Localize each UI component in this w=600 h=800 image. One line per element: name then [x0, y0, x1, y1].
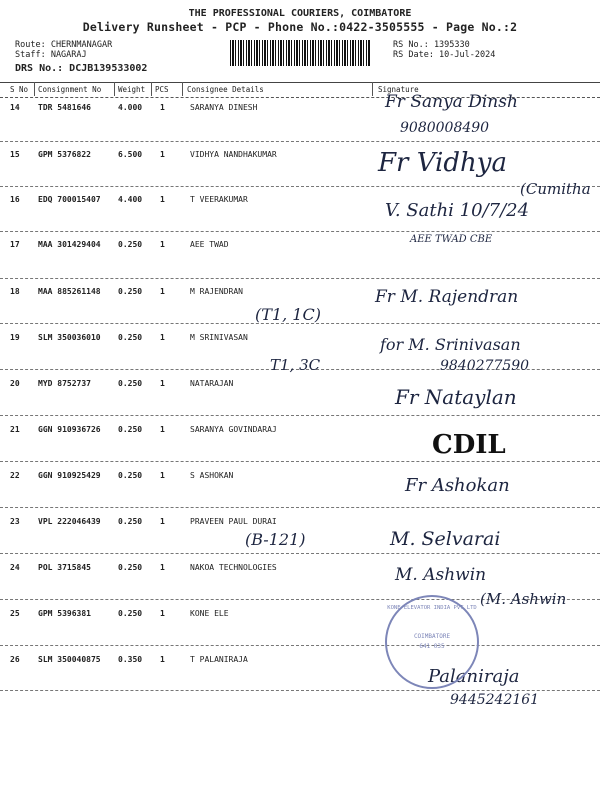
- cell-pcs: 1: [160, 150, 165, 159]
- col-divider: [114, 82, 115, 96]
- row-separator: [0, 461, 600, 462]
- cell-consignee: T VEERAKUMAR: [190, 195, 248, 204]
- cell-pcs: 1: [160, 287, 165, 296]
- cell-sno: 23: [10, 517, 20, 526]
- handwritten-note: (T1, 1C): [255, 305, 321, 324]
- cell-consignment: GPM 5396381: [38, 609, 91, 618]
- cell-pcs: 1: [160, 563, 165, 572]
- signature: AEE TWAD CBE: [410, 234, 493, 245]
- cell-sno: 26: [10, 655, 20, 664]
- cell-pcs: 1: [160, 517, 165, 526]
- cell-consignee: M SRINIVASAN: [190, 333, 248, 342]
- row-separator: [0, 507, 600, 508]
- cell-weight: 4.000: [118, 103, 143, 112]
- cell-consignee: S ASHOKAN: [190, 471, 234, 480]
- cell-consignment: SLM 350036010: [38, 333, 101, 342]
- stamp-code: 641 035: [419, 643, 445, 650]
- cell-weight: 0.350: [118, 655, 143, 664]
- signature: Fr Sanya Dinsh: [385, 92, 518, 112]
- cell-weight: 4.400: [118, 195, 143, 204]
- drs-number: DRS No.: DCJB139533002: [15, 63, 148, 74]
- col-divider: [151, 82, 152, 96]
- signature: Fr Nataylan: [395, 385, 517, 409]
- row-separator: [0, 415, 600, 416]
- stamp-city: COIMBATORE: [413, 633, 451, 640]
- cell-consignment: TDR 5481646: [38, 103, 91, 112]
- cell-sno: 14: [10, 103, 20, 112]
- row-separator: [0, 231, 600, 232]
- signature-note: 9080008490: [400, 120, 490, 136]
- cell-weight: 6.500: [118, 150, 143, 159]
- cell-consignment: GPM 5376822: [38, 150, 91, 159]
- signature-note: 9445242161: [450, 692, 540, 708]
- col-signature: Signature: [378, 85, 419, 94]
- signature-note: (M. Ashwin: [480, 590, 567, 608]
- cell-consignee: SARANYA GOVINDARAJ: [190, 425, 277, 434]
- cell-consignment: MYD 8752737: [38, 379, 91, 388]
- cell-pcs: 1: [160, 655, 165, 664]
- cell-sno: 24: [10, 563, 20, 572]
- cell-pcs: 1: [160, 471, 165, 480]
- row-separator: [0, 278, 600, 279]
- row-separator: [0, 690, 600, 691]
- barcode: [230, 40, 370, 66]
- cell-pcs: 1: [160, 609, 165, 618]
- signature: Fr Vidhya: [378, 148, 507, 178]
- cell-sno: 17: [10, 240, 20, 249]
- handwritten-note: (B-121): [245, 530, 306, 549]
- col-weight: Weight: [118, 85, 146, 94]
- cell-weight: 0.250: [118, 379, 143, 388]
- cell-consignee: AEE TWAD: [190, 240, 229, 249]
- stamp-ring-text: KONE ELEVATOR INDIA PVT LTD: [387, 605, 477, 611]
- cell-weight: 0.250: [118, 333, 143, 342]
- cell-consignee: VIDHYA NANDHAKUMAR: [190, 150, 277, 159]
- cell-pcs: 1: [160, 103, 165, 112]
- rs-number: RS No.: 1395330: [393, 40, 470, 50]
- signature: for M. Srinivasan: [380, 335, 521, 354]
- cell-consignee: NAKOA TECHNOLOGIES: [190, 563, 277, 572]
- cell-consignee: M RAJENDRAN: [190, 287, 243, 296]
- signature: Fr M. Rajendran: [375, 287, 519, 307]
- cell-weight: 0.250: [118, 471, 143, 480]
- cell-consignee: PRAVEEN PAUL DURAI: [190, 517, 277, 526]
- cell-consignment: VPL 222046439: [38, 517, 101, 526]
- col-consignee: Consignee Details: [187, 85, 264, 94]
- cell-pcs: 1: [160, 195, 165, 204]
- col-sno: S No: [10, 85, 29, 94]
- cell-consignment: GGN 910936726: [38, 425, 101, 434]
- cell-consignment: SLM 350040875: [38, 655, 101, 664]
- signature-note: (Cumitha: [520, 180, 591, 198]
- col-consignment: Consignment No: [38, 85, 102, 94]
- cell-consignment: GGN 910925429: [38, 471, 101, 480]
- company-title: THE PROFESSIONAL COURIERS, COIMBATORE: [188, 8, 412, 19]
- row-separator: [0, 141, 600, 142]
- cell-sno: 21: [10, 425, 20, 434]
- runsheet-title: Delivery Runsheet - PCP - Phone No.:0422-3505555 - Page No.:2: [82, 20, 518, 34]
- cell-weight: 0.250: [118, 425, 143, 434]
- cell-consignment: MAA 885261148: [38, 287, 101, 296]
- cell-sno: 25: [10, 609, 20, 618]
- cell-weight: 0.250: [118, 563, 143, 572]
- cell-pcs: 1: [160, 379, 165, 388]
- cell-weight: 0.250: [118, 609, 143, 618]
- cell-consignment: MAA 301429404: [38, 240, 101, 249]
- route-label: Route: CHERNMANAGAR: [15, 40, 113, 50]
- cell-weight: 0.250: [118, 287, 143, 296]
- row-separator: [0, 186, 600, 187]
- col-divider: [182, 82, 183, 96]
- row-separator: [0, 645, 600, 646]
- cell-pcs: 1: [160, 333, 165, 342]
- handwritten-note: T1, 3C: [270, 356, 321, 374]
- cell-weight: 0.250: [118, 240, 143, 249]
- cell-sno: 16: [10, 195, 20, 204]
- signature: V. Sathi 10/7/24: [385, 200, 530, 221]
- cell-consignee: NATARAJAN: [190, 379, 234, 388]
- rs-date: RS Date: 10-Jul-2024: [393, 50, 496, 60]
- col-divider: [34, 82, 35, 96]
- cell-consignee: T PALANIRAJA: [190, 655, 248, 664]
- signature-note: 9840277590: [440, 358, 530, 374]
- cell-sno: 18: [10, 287, 20, 296]
- signature: M. Selvarai: [390, 528, 501, 550]
- cell-consignee: KONE ELE: [190, 609, 229, 618]
- cell-sno: 19: [10, 333, 20, 342]
- signature: Fr Ashokan: [405, 475, 510, 496]
- staff-label: Staff: NAGARAJ: [15, 50, 87, 60]
- cell-consignment: POL 3715845: [38, 563, 91, 572]
- cell-sno: 20: [10, 379, 20, 388]
- cell-sno: 15: [10, 150, 20, 159]
- cell-pcs: 1: [160, 425, 165, 434]
- cell-weight: 0.250: [118, 517, 143, 526]
- row-separator: [0, 553, 600, 554]
- company-stamp: [385, 595, 479, 689]
- cell-pcs: 1: [160, 240, 165, 249]
- cell-sno: 22: [10, 471, 20, 480]
- col-pcs: PCS: [155, 85, 169, 94]
- signature: Palaniraja: [428, 666, 520, 687]
- cell-consignee: SARANYA DINESH: [190, 103, 258, 112]
- cell-consignment: EDQ 700015407: [38, 195, 101, 204]
- handwritten-note: CDIL: [432, 430, 506, 460]
- signature: M. Ashwin: [395, 565, 487, 585]
- col-divider: [372, 82, 373, 96]
